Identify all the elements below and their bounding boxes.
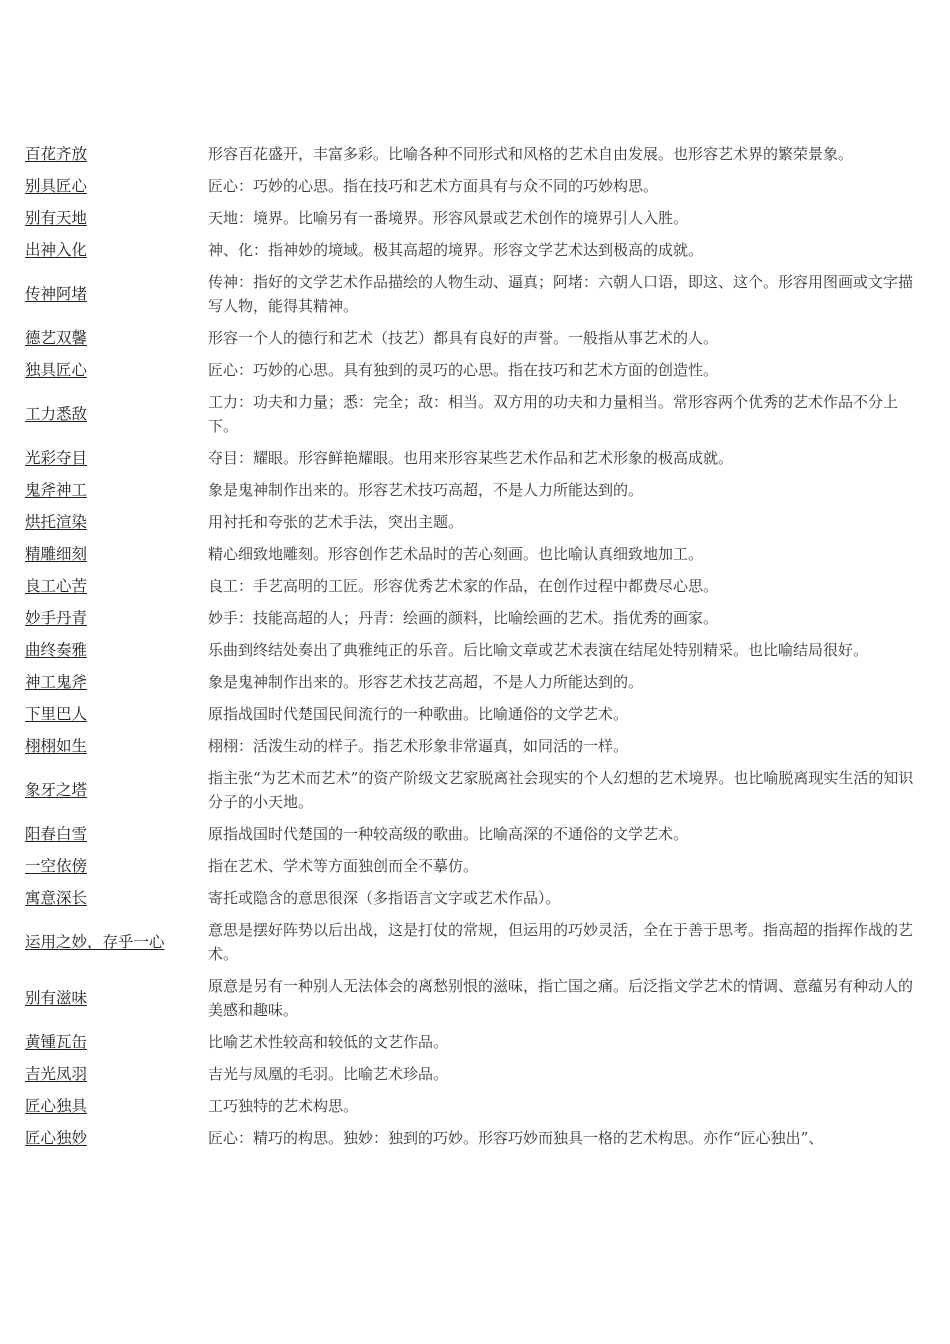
definition-text: 原意是另有一种别人无法体会的离愁别恨的滋味，指亡国之痛。后泛指文学艺术的情调、意蕴另有种动人的美感和趣味。: [208, 977, 914, 1019]
term-cell: [25, 474, 208, 506]
term-cell: [25, 138, 208, 170]
idiom-link[interactable]: 传神阿堵: [25, 285, 88, 303]
term-cell: [25, 442, 208, 474]
idiom-link[interactable]: 栩栩如生: [25, 737, 88, 755]
table-row: [25, 322, 915, 354]
idiom-table: [25, 138, 915, 1154]
table-row: [25, 138, 915, 170]
definition-text: 寄托或隐含的意思很深（多指语言文字或艺术作品）。: [208, 889, 561, 907]
term-cell: [25, 762, 208, 818]
term-cell: [25, 882, 208, 914]
definition-text: 工力：功夫和力量；悉：完全；敌：相当。双方用的功夫和力量相当。常形容两个优秀的艺术作品不分上下。: [208, 393, 899, 435]
term-cell: [25, 730, 208, 762]
definition-text: 比喻艺术性较高和较低的文艺作品。: [208, 1033, 449, 1051]
term-cell: [25, 570, 208, 602]
definition-text: 形容百花盛开，丰富多彩。比喻各种不同形式和风格的艺术自由发展。也形容艺术界的繁荣景象。: [208, 145, 854, 163]
definition-text: 匠心：精巧的构思。独妙：独到的巧妙。形容巧妙而独具一格的艺术构思。亦作“匠心独出”、: [208, 1129, 824, 1147]
idiom-link[interactable]: 百花齐放: [25, 145, 88, 163]
idiom-link[interactable]: 德艺双馨: [25, 329, 88, 347]
table-row: [25, 730, 915, 762]
idiom-link[interactable]: 独具匠心: [25, 361, 88, 379]
idiom-link[interactable]: 别有天地: [25, 209, 88, 227]
table-row: [25, 914, 915, 970]
term-cell: [25, 602, 208, 634]
idiom-link[interactable]: 别具匠心: [25, 177, 88, 195]
idiom-link[interactable]: 黄锺瓦缶: [25, 1033, 88, 1051]
idiom-table-body: [25, 138, 915, 1154]
table-row: [25, 882, 915, 914]
idiom-link[interactable]: 一空依傍: [25, 857, 88, 875]
term-cell: [25, 698, 208, 730]
definition-text: 原指战国时代楚国民间流行的一种歌曲。比喻通俗的文学艺术。: [208, 705, 629, 723]
term-cell: [25, 1058, 208, 1090]
term-cell: [25, 386, 208, 442]
term-cell: [25, 850, 208, 882]
idiom-link[interactable]: 神工鬼斧: [25, 673, 88, 691]
table-row: [25, 234, 915, 266]
definition-text: 良工：手艺高明的工匠。形容优秀艺术家的作品，在创作过程中都费尽心思。: [208, 577, 719, 595]
definition-text: 工巧独特的艺术构思。: [208, 1097, 359, 1115]
table-row: [25, 850, 915, 882]
table-row: [25, 538, 915, 570]
definition-text: 用衬托和夸张的艺术手法，突出主题。: [208, 513, 464, 531]
term-cell: [25, 266, 208, 322]
idiom-link[interactable]: 匠心独具: [25, 1097, 88, 1115]
table-row: [25, 634, 915, 666]
term-cell: [25, 506, 208, 538]
term-cell: [25, 354, 208, 386]
term-cell: [25, 1026, 208, 1058]
table-row: [25, 354, 915, 386]
table-row: [25, 818, 915, 850]
idiom-link[interactable]: 匠心独妙: [25, 1129, 88, 1147]
definition-text: 夺目：耀眼。形容鲜艳耀眼。也用来形容某些艺术作品和艺术形象的极高成就。: [208, 449, 734, 467]
definition-text: 栩栩：活泼生动的样子。指艺术形象非常逼真，如同活的一样。: [208, 737, 629, 755]
idiom-link[interactable]: 寓意深长: [25, 889, 88, 907]
term-cell: [25, 1090, 208, 1122]
term-cell: [25, 634, 208, 666]
term-cell: [25, 234, 208, 266]
term-cell: [25, 666, 208, 698]
table-row: [25, 474, 915, 506]
definition-text: 指主张“为艺术而艺术”的资产阶级文艺家脱离社会现实的个人幻想的艺术境界。也比喻脱离现实生活的知识分子的小天地。: [208, 769, 914, 811]
table-row: [25, 506, 915, 538]
definition-text: 神、化：指神妙的境域。极其高超的境界。形容文学艺术达到极高的成就。: [208, 241, 704, 259]
definition-text: 指在艺术、学术等方面独创而全不摹仿。: [208, 857, 479, 875]
table-row: [25, 698, 915, 730]
table-row: [25, 762, 915, 818]
table-row: [25, 386, 915, 442]
table-row: [25, 570, 915, 602]
term-cell: [25, 914, 208, 970]
definition-text: 乐曲到终结处奏出了典雅纯正的乐音。后比喻文章或艺术表演在结尾处特别精采。也比喻结局很好。: [208, 641, 869, 659]
definition-text: 象是鬼神制作出来的。形容艺术技艺高超，不是人力所能达到的。: [208, 673, 644, 691]
idiom-link[interactable]: 鬼斧神工: [25, 481, 88, 499]
table-row: [25, 202, 915, 234]
idiom-link[interactable]: 良工心苦: [25, 577, 88, 595]
idiom-link[interactable]: 阳春白雪: [25, 825, 88, 843]
idiom-link[interactable]: 吉光凤羽: [25, 1065, 88, 1083]
term-cell: [25, 538, 208, 570]
definition-text: 匠心：巧妙的心思。指在技巧和艺术方面具有与众不同的巧妙构思。: [208, 177, 659, 195]
term-cell: [25, 818, 208, 850]
definition-text: 吉光与凤凰的毛羽。比喻艺术珍品。: [208, 1065, 449, 1083]
table-row: [25, 170, 915, 202]
idiom-link[interactable]: 精雕细刻: [25, 545, 88, 563]
definition-text: 意思是摆好阵势以后出战，这是打仗的常规，但运用的巧妙灵活，全在于善于思考。指高超的指挥作战的艺术。: [208, 921, 914, 963]
definition-text: 妙手：技能高超的人；丹青：绘画的颜料，比喻绘画的艺术。指优秀的画家。: [208, 609, 719, 627]
idiom-link[interactable]: 出神入化: [25, 241, 88, 259]
definition-text: 原指战国时代楚国的一种较高级的歌曲。比喻高深的不通俗的文学艺术。: [208, 825, 689, 843]
table-row: [25, 1122, 915, 1154]
idiom-link[interactable]: 别有滋味: [25, 989, 88, 1007]
table-row: [25, 666, 915, 698]
idiom-link[interactable]: 曲终奏雅: [25, 641, 88, 659]
table-row: [25, 602, 915, 634]
definition-text: 象是鬼神制作出来的。形容艺术技巧高超，不是人力所能达到的。: [208, 481, 644, 499]
term-cell: [25, 322, 208, 354]
table-row: [25, 1026, 915, 1058]
table-row: [25, 266, 915, 322]
definition-text: 天地：境界。比喻另有一番境界。形容风景或艺术创作的境界引人入胜。: [208, 209, 689, 227]
idiom-link[interactable]: 下里巴人: [25, 705, 88, 723]
table-row: [25, 1090, 915, 1122]
idiom-link[interactable]: 运用之妙，存乎一心: [25, 933, 165, 951]
definition-text: 匠心：巧妙的心思。具有独到的灵巧的心思。指在技巧和艺术方面的创造性。: [208, 361, 719, 379]
term-cell: [25, 1122, 208, 1154]
idiom-link[interactable]: 工力悉敌: [25, 405, 88, 423]
table-row: [25, 442, 915, 474]
definition-text: 精心细致地雕刻。形容创作艺术品时的苦心刻画。也比喻认真细致地加工。: [208, 545, 704, 563]
table-row: [25, 1058, 915, 1090]
definition-text: 传神：指好的文学艺术作品描绘的人物生动、逼真；阿堵：六朝人口语，即这、这个。形容用图画或文字描写人物，能得其精神。: [208, 273, 914, 315]
term-cell: [25, 202, 208, 234]
idiom-link[interactable]: 光彩夺目: [25, 449, 88, 467]
document-page: [0, 138, 950, 1154]
idiom-link[interactable]: 妙手丹青: [25, 609, 88, 627]
term-cell: [25, 170, 208, 202]
term-cell: [25, 970, 208, 1026]
definition-text: 形容一个人的德行和艺术（技艺）都具有良好的声誉。一般指从事艺术的人。: [208, 329, 719, 347]
idiom-link[interactable]: 象牙之塔: [25, 781, 88, 799]
table-row: [25, 970, 915, 1026]
idiom-link[interactable]: 烘托渲染: [25, 513, 88, 531]
